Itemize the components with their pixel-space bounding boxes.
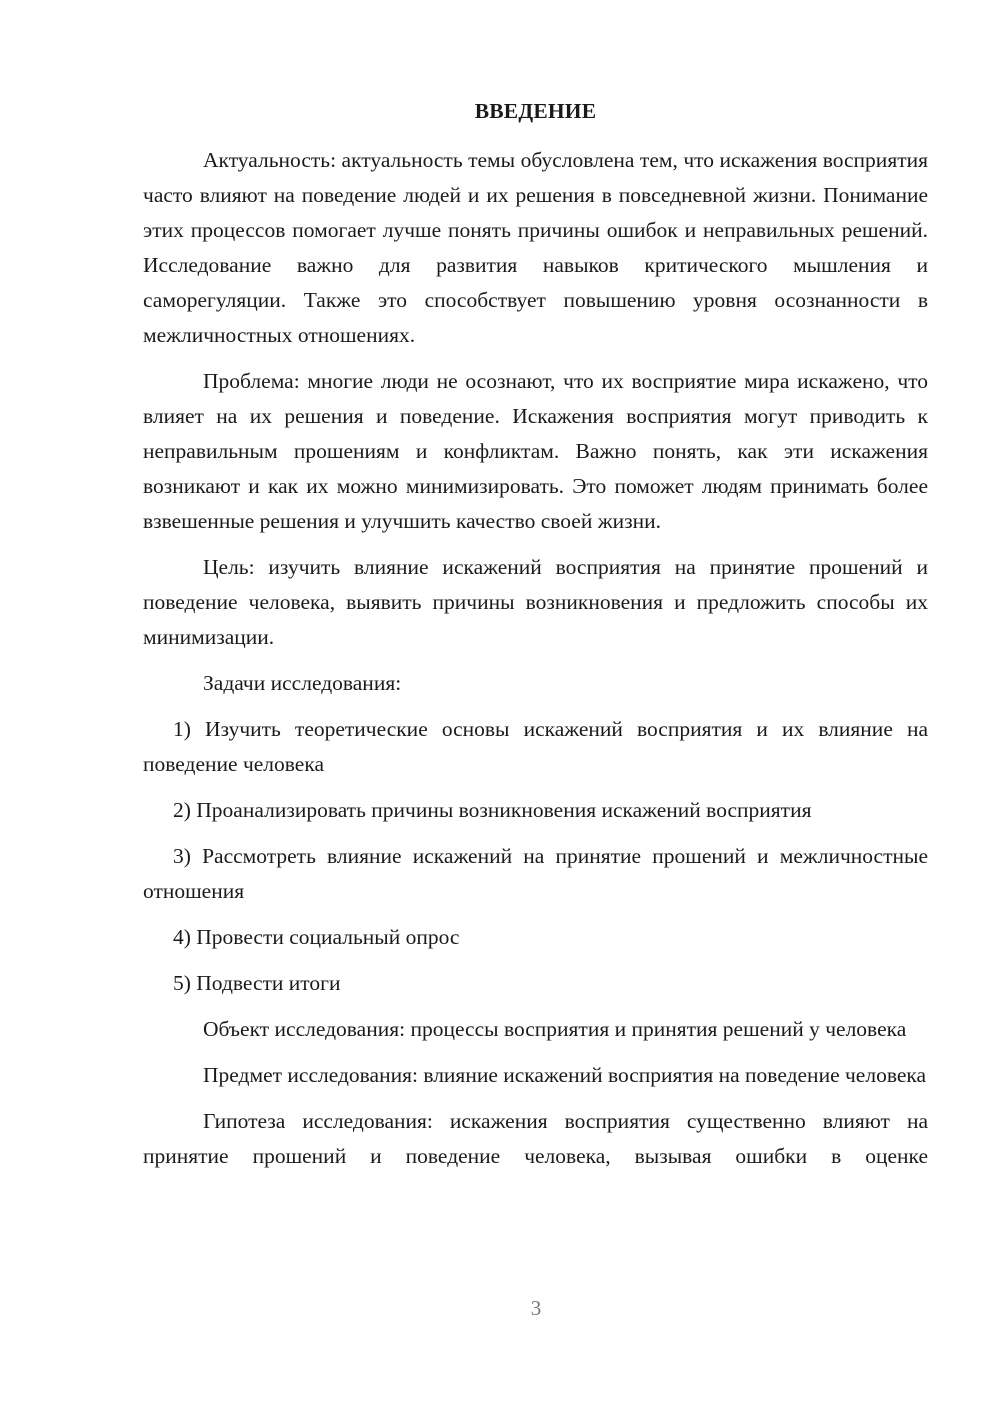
section-title: ВВЕДЕНИЕ	[474, 99, 597, 123]
task-item-4: 4) Провести социальный опрос	[173, 925, 460, 949]
hypothesis-paragraph: Гипотеза исследования: искажения восприятия существенно влияют на принятие прошений и поведение человека, вызывая ошибки в оценке	[143, 1109, 928, 1168]
tasks-list	[143, 712, 928, 1001]
page-content	[143, 94, 928, 1185]
subject-paragraph: Предмет исследования: влияние искажений восприятия на поведение человека	[203, 1063, 927, 1087]
problem-paragraph: Проблема: многие люди не осознают, что их восприятие мира искажено, что влияет на их решения и поведение. Искажения восприятия могут приводить к неправильным прошениям и конфликтам. Важно понять, как эти искажения возникают и как их можно минимизировать. Это поможет людям принимать более взвешенные решения и улучшить качество своей жизни.	[143, 369, 928, 533]
task-item-3: 3) Рассмотреть влияние искажений на принятие прошений и межличностные отношения	[143, 844, 928, 903]
page-number: 3	[530, 1296, 542, 1320]
object-paragraph: Объект исследования: процессы восприятия и принятия решений у человека	[203, 1017, 907, 1041]
task-item-1: 1) Изучить теоретические основы искажений восприятия и их влияние на поведение человека	[143, 717, 928, 776]
relevance-paragraph: Актуальность: актуальность темы обусловлена тем, что искажения восприятия часто влияют на поведение людей и их решения в повседневной жизни. Понимание этих процессов помогает лучше понять причины ошибок и неправильных решений. Исследование важно для развития навыков критического мышления и саморегуляции. Также это способствует повышению уровня осознанности в межличностных отношениях.	[143, 148, 928, 347]
task-item-5: 5) Подвести итоги	[173, 971, 341, 995]
tasks-heading: Задачи исследования:	[203, 671, 402, 695]
task-item-2: 2) Проанализировать причины возникновения искажений восприятия	[173, 798, 812, 822]
goal-paragraph: Цель: изучить влияние искажений восприятия на принятие прошений и поведение человека, выявить причины возникновения и предложить способы их минимизации.	[143, 555, 928, 649]
